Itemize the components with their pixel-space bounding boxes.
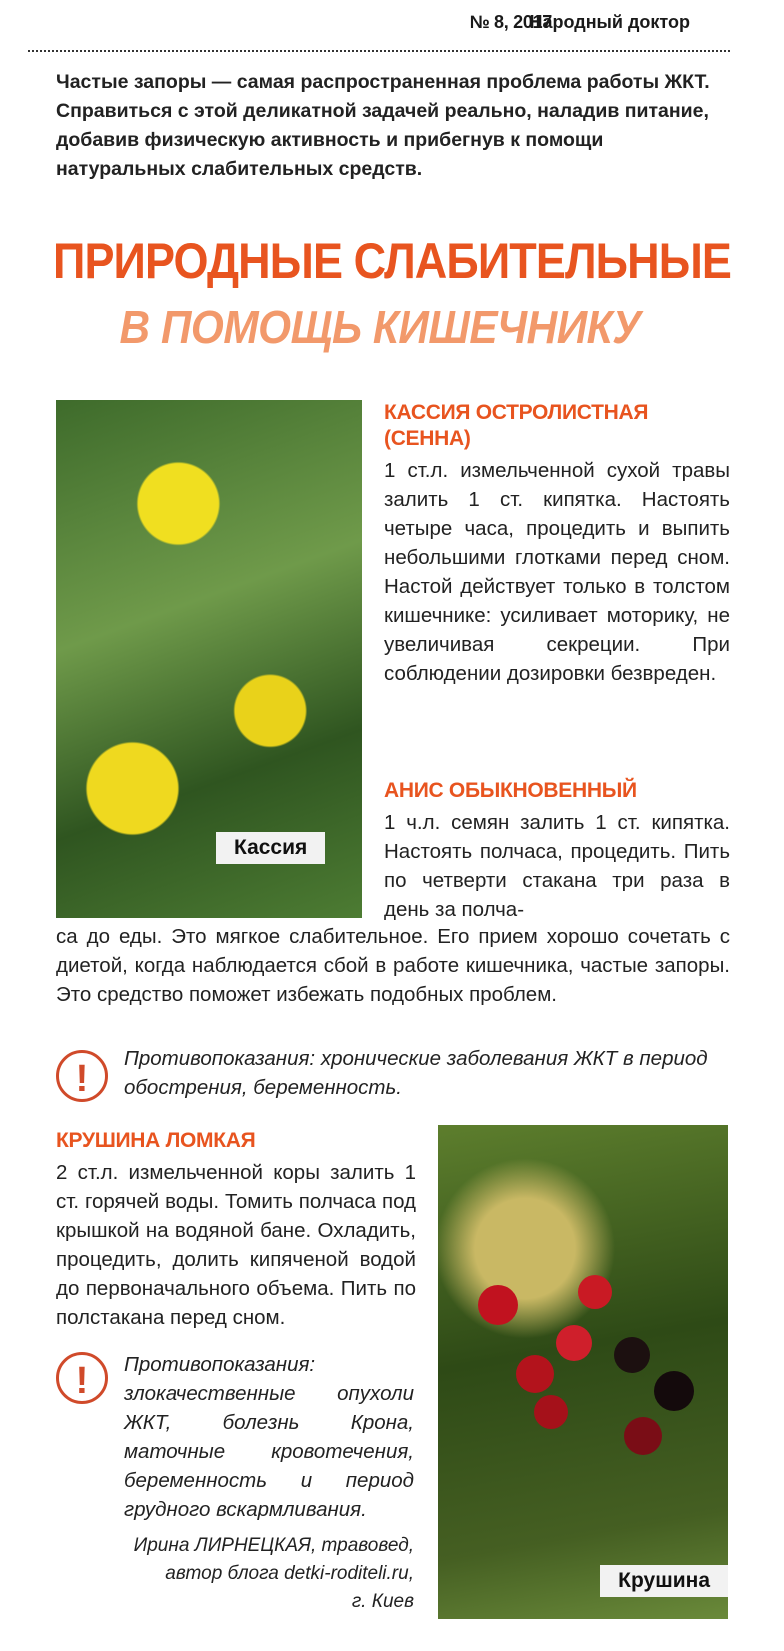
author-block <box>56 1532 414 1616</box>
berry-shape <box>478 1285 518 1325</box>
cassia-text: 1 ст.л. измельченной сухой травы залить 1 ст. кипятка. Настоять четыре часа, процедить и выпить небольшими глотками перед сном. Настой действует только в толстом кишечнике: усиливает моторику, не увеличивая секреции. При соблюдении дозировки безвреден. <box>384 459 730 685</box>
page-subtitle: В ПОМОЩЬ КИШЕЧНИКУ <box>119 301 641 353</box>
berry-shape <box>516 1355 554 1393</box>
berry-shape <box>654 1371 694 1411</box>
buckthorn-photo-caption: Крушина <box>600 1565 728 1597</box>
page-title: ПРИРОДНЫЕ СЛАБИТЕЛЬНЫЕ <box>52 233 731 289</box>
buckthorn-text: 2 ст.л. измельченной коры залить 1 ст. горячей воды. Томить полчаса под крышкой на водяной бане. Охладить, процедить, долить кипяченой водой до первоначального объема. Пить по полстакана перед сном. <box>56 1161 416 1329</box>
berry-shape <box>614 1337 650 1373</box>
cassia-photo-caption: Кассия <box>216 832 325 864</box>
anise-text-wide: са до еды. Это мягкое слабительное. Его прием хорошо сочетать с диетой, когда наблюдается сбой в работе кишечника, частые запоры. Это средство поможет избежать подобных проблем. <box>56 925 730 1006</box>
author-name: Ирина ЛИРНЕЦКАЯ, травовед, <box>133 1535 414 1556</box>
cassia-section <box>384 400 730 688</box>
anise-section <box>384 778 730 924</box>
author-blog: автор блога detki-roditeli.ru, <box>165 1563 414 1584</box>
buckthorn-photo <box>438 1125 728 1619</box>
berry-shape <box>556 1325 592 1361</box>
cassia-heading: КАССИЯ ОСТРОЛИСТНАЯ (СЕННА) <box>384 401 649 450</box>
page-header <box>0 6 730 40</box>
header-divider <box>28 50 730 52</box>
berry-shape <box>624 1417 662 1455</box>
anise-text-narrow: 1 ч.л. семян залить 1 ст. кипятка. Настоять полчаса, процедить. Пить по четверти стакана три раза в день за полча- <box>384 811 730 921</box>
magazine-name: Народный доктор <box>529 12 690 32</box>
buckthorn-section <box>56 1128 416 1332</box>
anise-warning: Противопоказания: хронические заболевания ЖКТ в период обострения, беременность. <box>124 1047 708 1099</box>
exclamation-circle-icon: ! <box>56 1352 108 1404</box>
buckthorn-heading: КРУШИНА ЛОМКАЯ <box>56 1129 256 1152</box>
exclamation-circle-icon: ! <box>56 1050 108 1102</box>
lead-paragraph: Частые запоры — самая распространенная проблема работы ЖКТ. Справиться с этой деликатной задачей реально, наладив питание, добавив физическую активность и прибегнув к помощи натуральных слабительных средств. <box>56 71 710 180</box>
issue-number: № 8, 2017 <box>469 12 552 32</box>
author-city: г. Киев <box>351 1591 414 1612</box>
cassia-photo <box>56 400 362 918</box>
berry-shape <box>534 1395 568 1429</box>
berry-shape <box>578 1275 612 1309</box>
buckthorn-warning: Противопоказания: злокачественные опухоли ЖКТ, болезнь Крона, маточные кровотечения, беременность и период грудного вскармливания. <box>124 1353 414 1521</box>
anise-heading: АНИС ОБЫКНОВЕННЫЙ <box>384 779 637 802</box>
